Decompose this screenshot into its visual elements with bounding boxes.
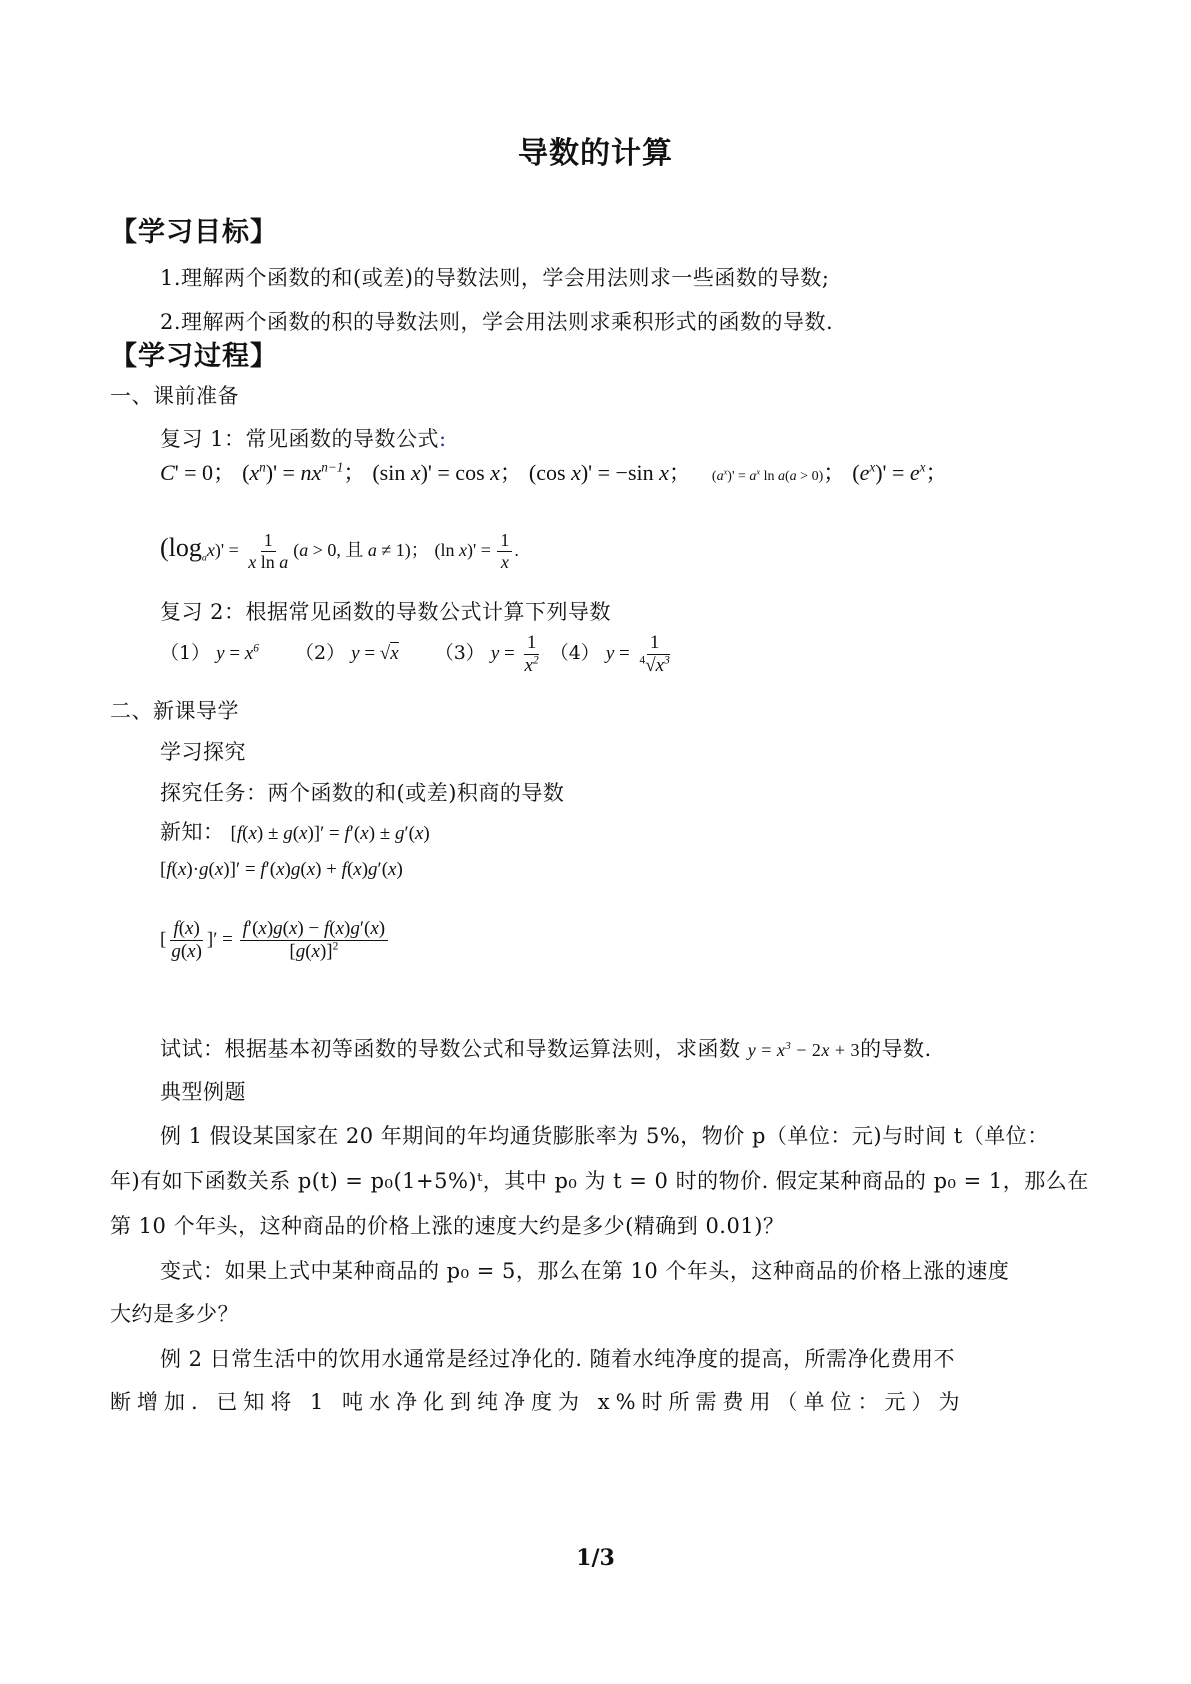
formula-exponential-a: $(a^x)' = a^x$ ln a(a > 0): [711, 467, 824, 484]
rule-product: [f(x)·g(x)]′ = f′(x)g(x) + f(x)g′(x): [160, 859, 403, 880]
formula-cos: (cos x)' = −sin x: [528, 460, 669, 485]
example1-line3: 第 10 个年头，这种商品的价格上涨的速度大约是多少(精确到 0.01)？: [110, 1214, 785, 1238]
variant-line1: 变式：如果上式中某种商品的 p₀ = 5，那么在第 10 个年头，这种商品的价格上涨的速度: [160, 1259, 1010, 1283]
example1-line1: 例 1 假设某国家在 20 年期间的年均通货膨胀率为 5%，物价 p（单位：元)与时间 t（单位：: [160, 1124, 1049, 1148]
exercise-3: （3） y = $\frac{1}{x^2}$: [434, 632, 539, 676]
document-title: 导数的计算: [518, 136, 673, 171]
part1-heading: 一、课前准备: [110, 384, 239, 408]
exercise-list: [160, 632, 675, 678]
exercise-2: （2） y = √x: [294, 642, 399, 665]
objectives-heading: 【学习目标】: [110, 217, 278, 248]
examples-heading: 典型例题: [160, 1080, 246, 1104]
example1-line2: 年)有如下函数关系 p(t) = p₀(1+5%)ᵗ，其中 p₀ 为 t = 0 时的物价. 假定某种商品的 p₀ = 1，那么在: [110, 1169, 1089, 1193]
part2-heading: 二、新课导学: [110, 699, 239, 723]
try-it: 试试：根据基本初等函数的导数公式和导数运算法则，求函数 $y = x^3 - 2x + 3$的导数.: [160, 1037, 932, 1061]
study-explore-heading: 学习探究: [160, 740, 246, 764]
formula-sin: (sin x)' = cos x: [372, 460, 500, 485]
rule-quotient: [ $\frac{f(x)}{g(x)}$ ]′ = $\frac{f'(x)g(x) - f(x)g'(x)}{[g(x)]^2}$: [160, 918, 390, 964]
objective-item-2: 2.理解两个函数的积的导数法则，学会用法则求乘积形式的函数的导数.: [160, 310, 834, 334]
formula-power: $(x^n)' = nx^{n-1}$: [242, 459, 344, 485]
review1-label: 复习 1：常见函数的导数公式:: [160, 427, 447, 451]
formula-ln: (ln x)' = $\frac{1}{x}$ .: [434, 530, 519, 572]
formula-exponential-e: $(e^x)' = e^x$: [852, 459, 926, 485]
formula-constant: C' = 0: [160, 460, 214, 485]
exercise-4: （4） y = $\frac{1}{^4√x^3}$: [549, 632, 670, 676]
formula-log: $(\log_ax)'$ = $\frac{1}{\text{x ln a}}$ (a > 0, 且 a ≠ 1): [160, 530, 411, 572]
variant-line2: 大约是多少？: [110, 1302, 239, 1326]
derivative-formulas-row2: $(\log_ax)'$ = $\frac{1}{\text{x ln a}}$ (a > 0, 且 a ≠ 1)； (ln x)' = $\frac{1}{x}$ .: [160, 530, 519, 572]
objective-item-1: 1.理解两个函数的和(或差)的导数法则，学会用法则求一些函数的导数;: [160, 266, 830, 290]
review2-label: 复习 2：根据常见函数的导数公式计算下列导数: [160, 600, 612, 624]
exercise-1: （1） $y = x^6$: [160, 642, 259, 665]
process-heading: 【学习过程】: [110, 341, 278, 372]
explore-task: 探究任务：两个函数的和(或差)积商的导数: [160, 781, 565, 805]
derivative-formulas-row1: C' = 0； $(x^n)' = nx^{n-1}$； (sin x)' = cos x； (cos x)' = −sin x； $(a^x)' = a^x$ ln a(a > 0)； $(e^x)' = e^x$；: [160, 459, 948, 485]
example2-line2: 断增加. 已知将 1 吨水净化到纯净度为 x%时所需费用（单位：元）为: [110, 1390, 966, 1414]
page-number: 1/3: [576, 1545, 615, 1571]
rule-sum: 新知： [f(x) ± g(x)]′ = f′(x) ± g′(x): [160, 820, 430, 844]
example2-line1: 例 2 日常生活中的饮用水通常是经过净化的. 随着水纯净度的提高，所需净化费用不: [160, 1347, 956, 1371]
